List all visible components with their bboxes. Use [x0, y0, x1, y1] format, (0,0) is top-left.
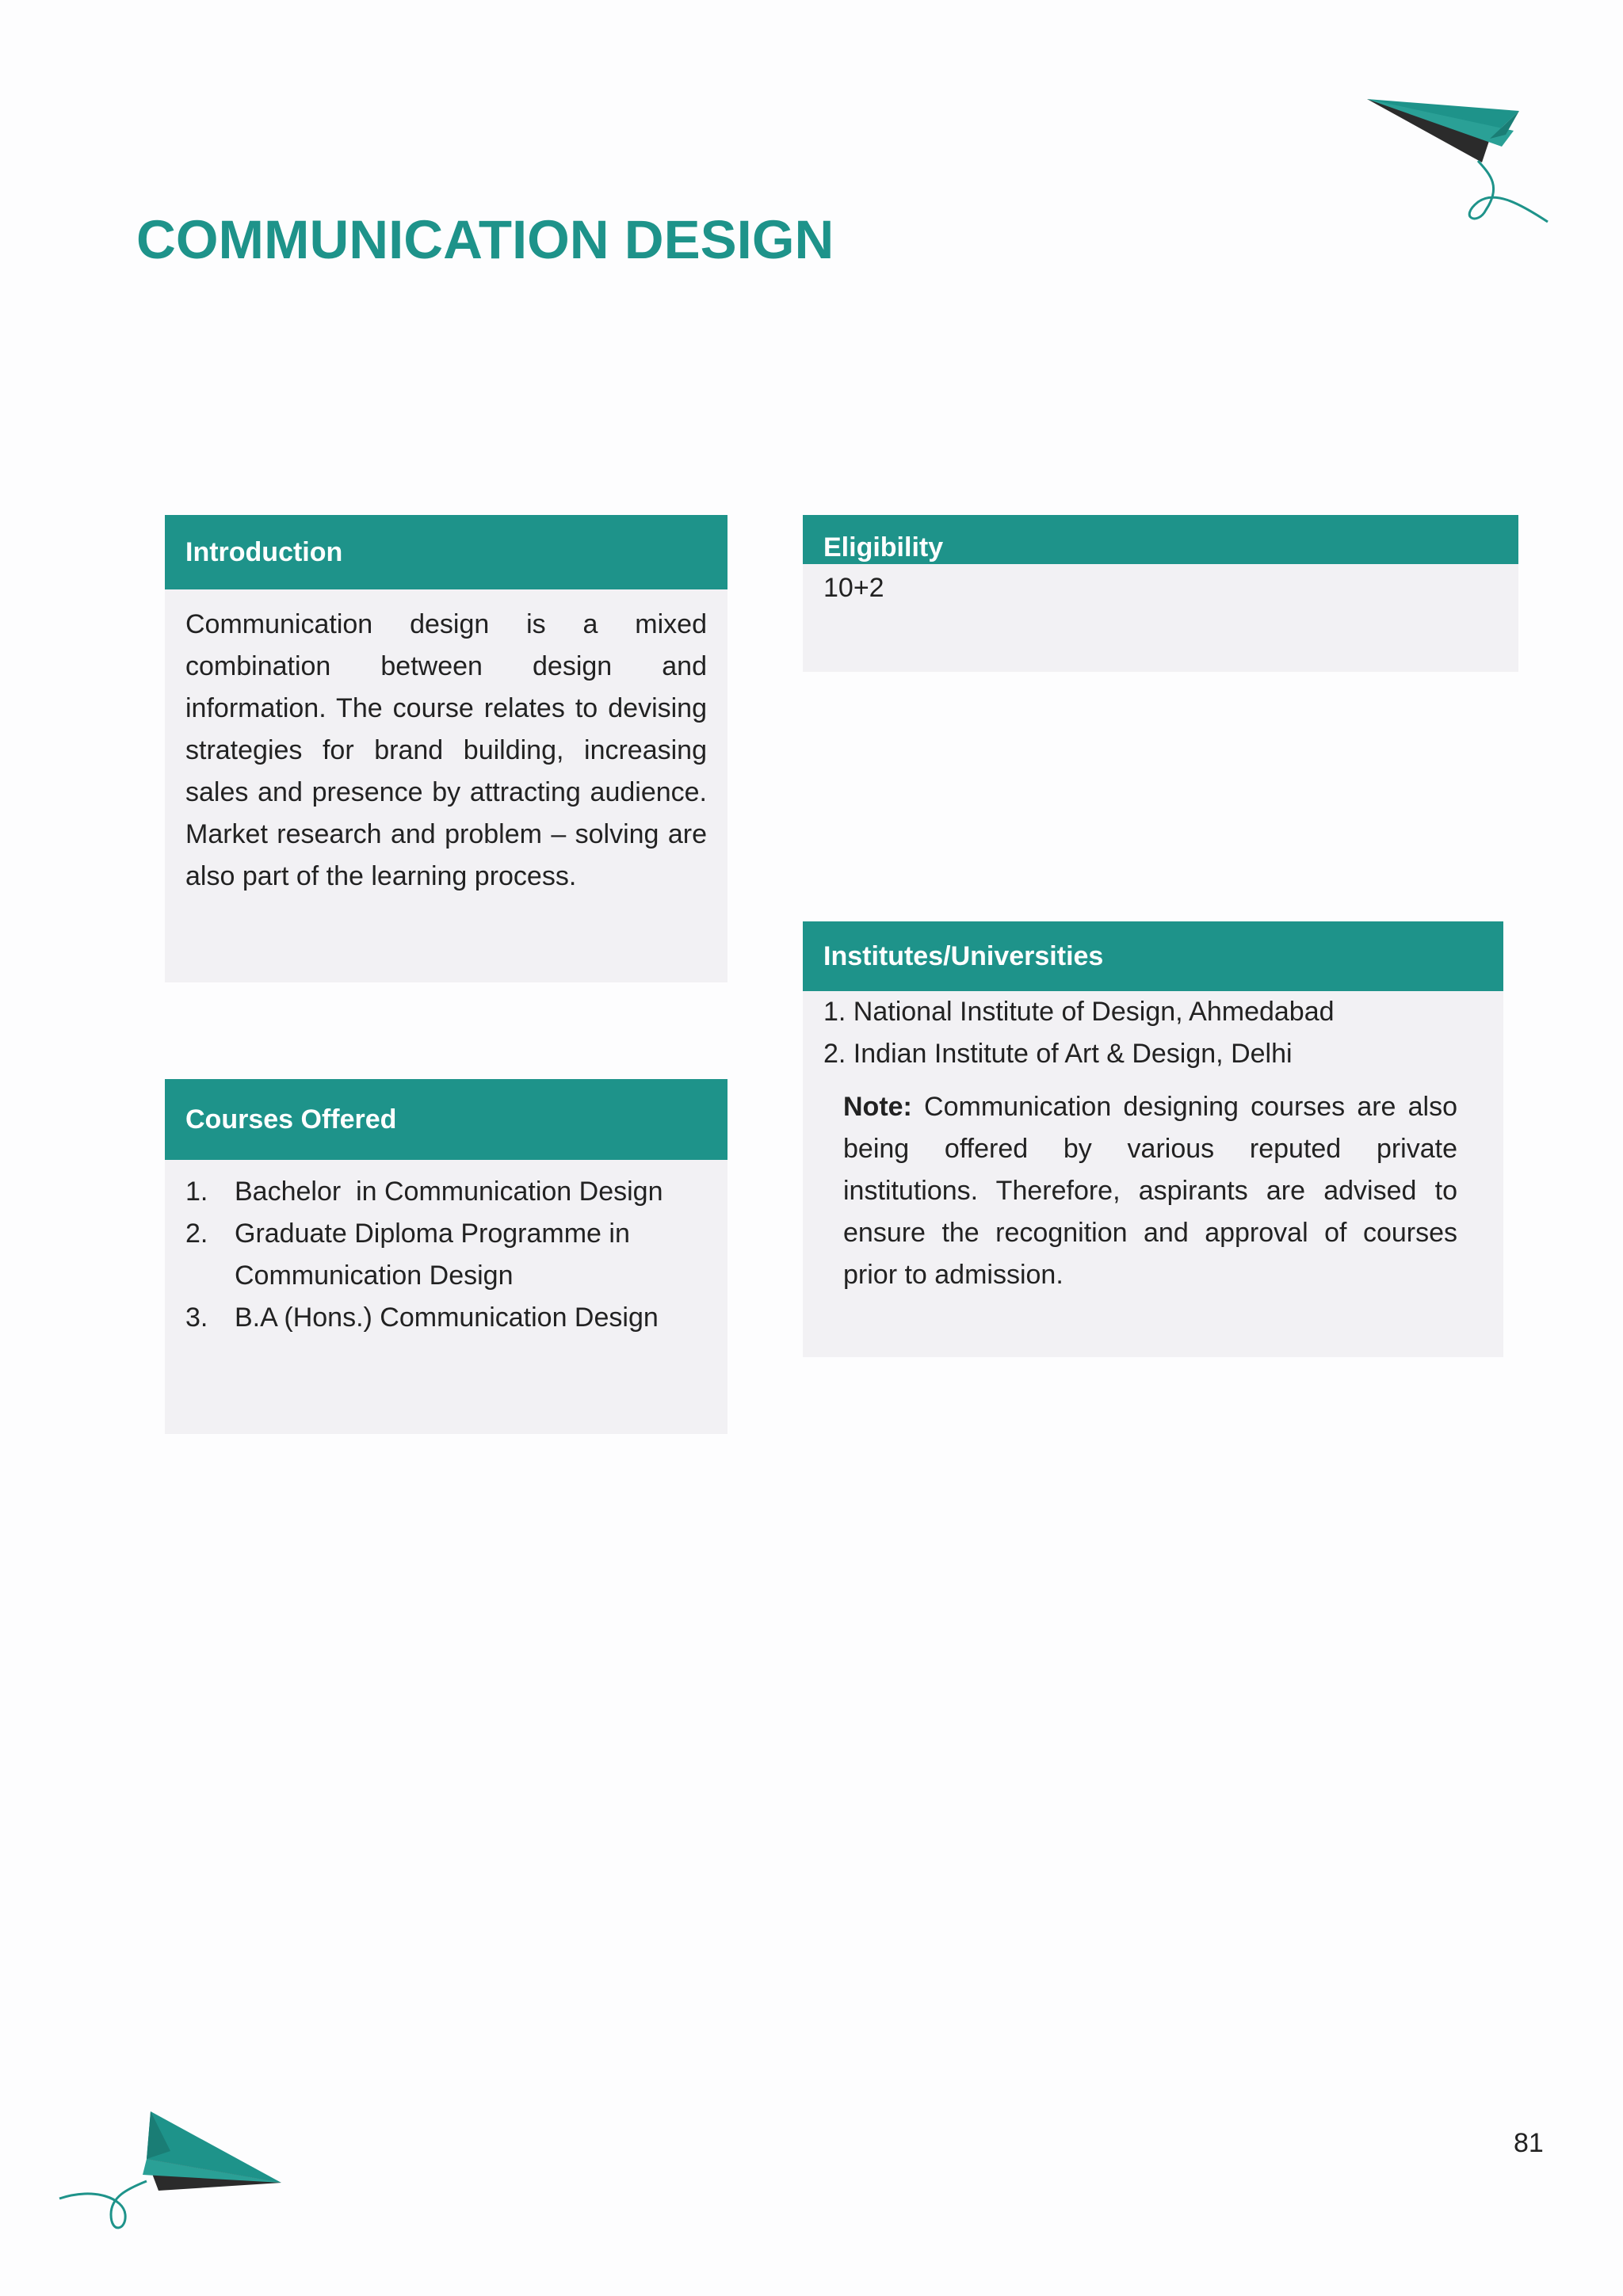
- courses-body: [165, 1160, 727, 1339]
- courses-card: [165, 1079, 727, 1434]
- introduction-card: [165, 515, 727, 982]
- list-item: [185, 1171, 707, 1213]
- eligibility-text: 10+2: [823, 573, 884, 603]
- list-number: 2.: [185, 1219, 208, 1249]
- page-title: COMMUNICATION DESIGN: [136, 209, 834, 270]
- institutes-body: [803, 991, 1503, 1296]
- course-name: Graduate Diploma Programme in Communication Design: [235, 1219, 630, 1291]
- list-item: 2. Indian Institute of Art & Design, Delhi: [823, 1039, 1293, 1069]
- introduction-text: Communication design is a mixed combination between design and information. The course relates to devising strategies for brand building, increasing sales and presence by attracting audience. Market research and problem – solving are also part of the learning process.: [185, 609, 707, 891]
- page-number: 81: [1514, 2128, 1544, 2158]
- eligibility-heading: Eligibility: [803, 515, 1518, 564]
- introduction-heading: Introduction: [165, 515, 727, 589]
- list-number: 1.: [185, 1177, 208, 1207]
- paper-plane-icon: [55, 2103, 293, 2254]
- list-item: [185, 1213, 707, 1297]
- course-name: Bachelor in Communication Design: [235, 1177, 663, 1207]
- course-name: B.A (Hons.) Communication Design: [235, 1302, 659, 1333]
- courses-heading: Courses Offered: [165, 1079, 727, 1160]
- institutes-note: [823, 1086, 1483, 1296]
- paper-plane-icon: [1359, 91, 1549, 234]
- list-item: 1. National Institute of Design, Ahmedabad: [823, 997, 1335, 1027]
- institutes-list: [823, 991, 1483, 1075]
- list-number: 3.: [185, 1302, 208, 1333]
- note-text: Communication designing courses are also being offered by various reputed private institutions. Therefore, aspirants are advised to ensure the recognition and approval of courses prior to admission.: [843, 1092, 1457, 1290]
- institutes-card: [803, 921, 1503, 1357]
- note-label: Note:: [843, 1092, 912, 1122]
- institutes-heading: Institutes/Universities: [803, 921, 1503, 991]
- list-item: [185, 1297, 707, 1339]
- eligibility-card: [803, 515, 1518, 672]
